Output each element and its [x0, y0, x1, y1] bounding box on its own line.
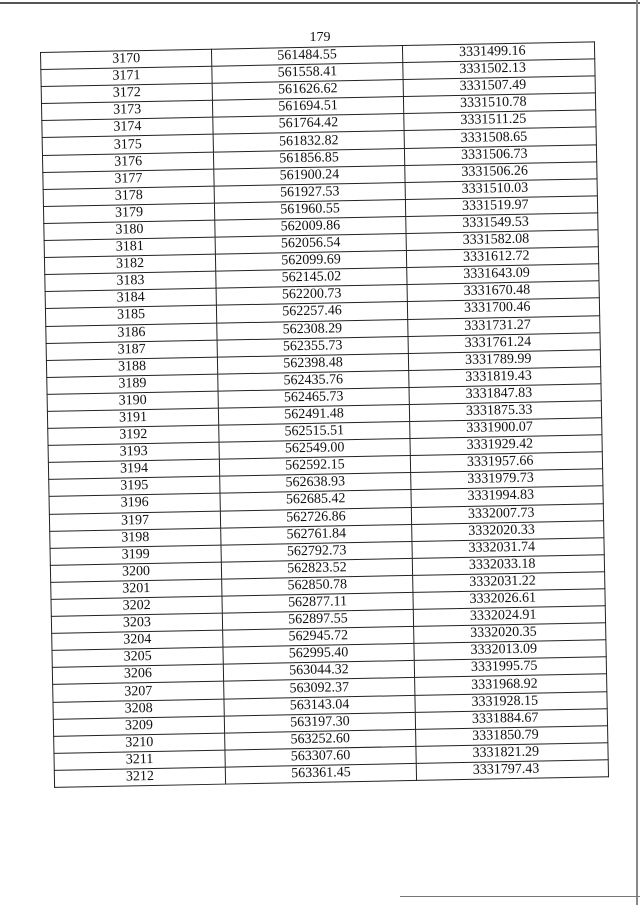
point-number-cell: 3210: [54, 733, 225, 753]
point-number-cell: 3201: [51, 579, 222, 599]
point-number-cell: 3173: [41, 100, 212, 120]
x-coordinate-cell: 562465.73: [218, 387, 409, 408]
y-coordinate-cell: 3331995.75: [414, 657, 606, 678]
point-number-cell: 3209: [53, 716, 224, 736]
y-coordinate-cell: 3331507.49: [403, 76, 595, 97]
point-number-cell: 3178: [43, 186, 214, 206]
point-number-cell: 3202: [51, 596, 222, 616]
point-number-cell: 3186: [46, 323, 217, 343]
y-coordinate-cell: 3331700.46: [407, 298, 599, 319]
point-number-cell: 3189: [47, 374, 218, 394]
point-number-cell: 3192: [48, 425, 219, 445]
point-number-cell: 3195: [49, 476, 220, 496]
y-coordinate-cell: 3331797.43: [416, 760, 608, 781]
y-coordinate-cell: 3331670.48: [407, 281, 599, 302]
y-coordinate-cell: 3332007.73: [411, 503, 603, 524]
x-coordinate-cell: 562145.02: [216, 268, 407, 289]
y-coordinate-cell: 3331582.08: [406, 230, 598, 251]
x-coordinate-cell: 562257.46: [216, 302, 407, 323]
y-coordinate-cell: 3332020.33: [412, 520, 604, 541]
scan-edge-bottom: [400, 896, 640, 897]
x-coordinate-cell: 562726.86: [220, 507, 411, 528]
x-coordinate-cell: 562355.73: [217, 336, 408, 357]
page-number: 179: [309, 30, 331, 45]
y-coordinate-cell: 3331884.67: [415, 708, 607, 729]
y-coordinate-cell: 3331499.16: [402, 42, 594, 63]
x-coordinate-cell: 562435.76: [218, 370, 409, 391]
point-number-cell: 3208: [53, 699, 224, 719]
x-coordinate-cell: 563092.37: [224, 678, 415, 699]
x-coordinate-cell: 562099.69: [215, 251, 406, 272]
y-coordinate-cell: 3331979.73: [411, 469, 603, 490]
point-number-cell: 3199: [50, 545, 221, 565]
y-coordinate-cell: 3331510.03: [405, 179, 597, 200]
point-number-cell: 3198: [50, 528, 221, 548]
y-coordinate-cell: 3331957.66: [410, 452, 602, 473]
x-coordinate-cell: 563143.04: [224, 695, 415, 716]
x-coordinate-cell: 561484.55: [211, 46, 402, 67]
x-coordinate-cell: 563044.32: [223, 661, 414, 682]
y-coordinate-cell: 3331968.92: [415, 674, 607, 695]
x-coordinate-cell: 562491.48: [218, 404, 409, 425]
point-number-cell: 3190: [47, 391, 218, 411]
x-coordinate-cell: 561927.53: [214, 182, 405, 203]
point-number-cell: 3174: [42, 118, 213, 138]
y-coordinate-cell: 3331819.43: [409, 367, 601, 388]
point-number-cell: 3205: [52, 647, 223, 667]
point-number-cell: 3180: [44, 220, 215, 240]
x-coordinate-cell: 562823.52: [221, 558, 412, 579]
y-coordinate-cell: 3331508.65: [404, 127, 596, 148]
point-number-cell: 3184: [45, 288, 216, 308]
point-number-cell: 3181: [44, 237, 215, 257]
y-coordinate-cell: 3331731.27: [408, 315, 600, 336]
x-coordinate-cell: 562638.93: [220, 473, 411, 494]
point-number-cell: 3191: [47, 408, 218, 428]
y-coordinate-cell: 3331612.72: [406, 247, 598, 268]
x-coordinate-cell: 562398.48: [217, 353, 408, 374]
y-coordinate-cell: 3331506.26: [405, 161, 597, 182]
y-coordinate-cell: 3332024.91: [413, 606, 605, 627]
point-number-cell: 3200: [50, 562, 221, 582]
point-number-cell: 3196: [49, 494, 220, 514]
y-coordinate-cell: 3331511.25: [404, 110, 596, 131]
x-coordinate-cell: 563361.45: [225, 763, 416, 784]
x-coordinate-cell: 561960.55: [214, 199, 405, 220]
x-coordinate-cell: 562792.73: [221, 541, 412, 562]
coordinates-table-container: [40, 41, 606, 787]
x-coordinate-cell: 562056.54: [215, 234, 406, 255]
x-coordinate-cell: 562308.29: [217, 319, 408, 340]
y-coordinate-cell: 3331506.73: [404, 144, 596, 165]
coordinates-table: [40, 41, 609, 788]
x-coordinate-cell: 562515.51: [219, 422, 410, 443]
x-coordinate-cell: 561856.85: [213, 148, 404, 169]
point-number-cell: 3170: [41, 49, 212, 69]
x-coordinate-cell: 563197.30: [224, 712, 415, 733]
point-number-cell: 3204: [52, 630, 223, 650]
y-coordinate-cell: 3332031.22: [413, 572, 605, 593]
x-coordinate-cell: 561694.51: [212, 97, 403, 118]
point-number-cell: 3177: [43, 169, 214, 189]
scan-edge-right: [636, 0, 638, 905]
point-number-cell: 3183: [45, 271, 216, 291]
x-coordinate-cell: 562877.11: [222, 592, 413, 613]
y-coordinate-cell: 3331549.53: [406, 213, 598, 234]
y-coordinate-cell: 3331994.83: [411, 486, 603, 507]
y-coordinate-cell: 3331502.13: [403, 59, 595, 80]
y-coordinate-cell: 3332033.18: [412, 555, 604, 576]
point-number-cell: 3172: [41, 83, 212, 103]
x-coordinate-cell: 561900.24: [214, 165, 405, 186]
point-number-cell: 3185: [45, 306, 216, 326]
x-coordinate-cell: 562592.15: [219, 456, 410, 477]
point-number-cell: 3206: [52, 664, 223, 684]
y-coordinate-cell: 3332020.35: [414, 623, 606, 644]
y-coordinate-cell: 3331928.15: [415, 691, 607, 712]
y-coordinate-cell: 3332026.61: [413, 589, 605, 610]
x-coordinate-cell: 561626.62: [212, 80, 403, 101]
point-number-cell: 3171: [41, 66, 212, 86]
point-number-cell: 3188: [46, 357, 217, 377]
x-coordinate-cell: 562200.73: [216, 285, 407, 306]
x-coordinate-cell: 562549.00: [219, 439, 410, 460]
x-coordinate-cell: 562945.72: [223, 627, 414, 648]
y-coordinate-cell: 3332013.09: [414, 640, 606, 661]
point-number-cell: 3175: [42, 135, 213, 155]
x-coordinate-cell: 561764.42: [213, 114, 404, 135]
point-number-cell: 3197: [49, 511, 220, 531]
x-coordinate-cell: 561558.41: [212, 63, 403, 84]
x-coordinate-cell: 562685.42: [220, 490, 411, 511]
x-coordinate-cell: 562009.86: [215, 216, 406, 237]
x-coordinate-cell: 562850.78: [222, 575, 413, 596]
point-number-cell: 3179: [43, 203, 214, 223]
coordinates-table-body: [41, 42, 609, 788]
y-coordinate-cell: 3331821.29: [416, 743, 608, 764]
y-coordinate-cell: 3331643.09: [407, 264, 599, 285]
point-number-cell: 3182: [44, 254, 215, 274]
x-coordinate-cell: 562995.40: [223, 644, 414, 665]
x-coordinate-cell: 561832.82: [213, 131, 404, 152]
scan-edge-top: [0, 2, 640, 4]
y-coordinate-cell: 3331850.79: [416, 725, 608, 746]
x-coordinate-cell: 563307.60: [225, 746, 416, 767]
y-coordinate-cell: 3331510.78: [403, 93, 595, 114]
point-number-cell: 3207: [53, 682, 224, 702]
point-number-cell: 3212: [54, 767, 225, 787]
y-coordinate-cell: 3332031.74: [412, 537, 604, 558]
y-coordinate-cell: 3331761.24: [408, 332, 600, 353]
point-number-cell: 3203: [51, 613, 222, 633]
point-number-cell: 3211: [54, 750, 225, 770]
y-coordinate-cell: 3331929.42: [410, 435, 602, 456]
point-number-cell: 3193: [48, 442, 219, 462]
y-coordinate-cell: 3331789.99: [408, 349, 600, 370]
point-number-cell: 3176: [42, 152, 213, 172]
y-coordinate-cell: 3331519.97: [405, 196, 597, 217]
y-coordinate-cell: 3331875.33: [409, 401, 601, 422]
x-coordinate-cell: 562897.55: [222, 610, 413, 631]
y-coordinate-cell: 3331847.83: [409, 384, 601, 405]
point-number-cell: 3194: [48, 459, 219, 479]
y-coordinate-cell: 3331900.07: [410, 418, 602, 439]
x-coordinate-cell: 562761.84: [221, 524, 412, 545]
point-number-cell: 3187: [46, 340, 217, 360]
x-coordinate-cell: 563252.60: [225, 729, 416, 750]
